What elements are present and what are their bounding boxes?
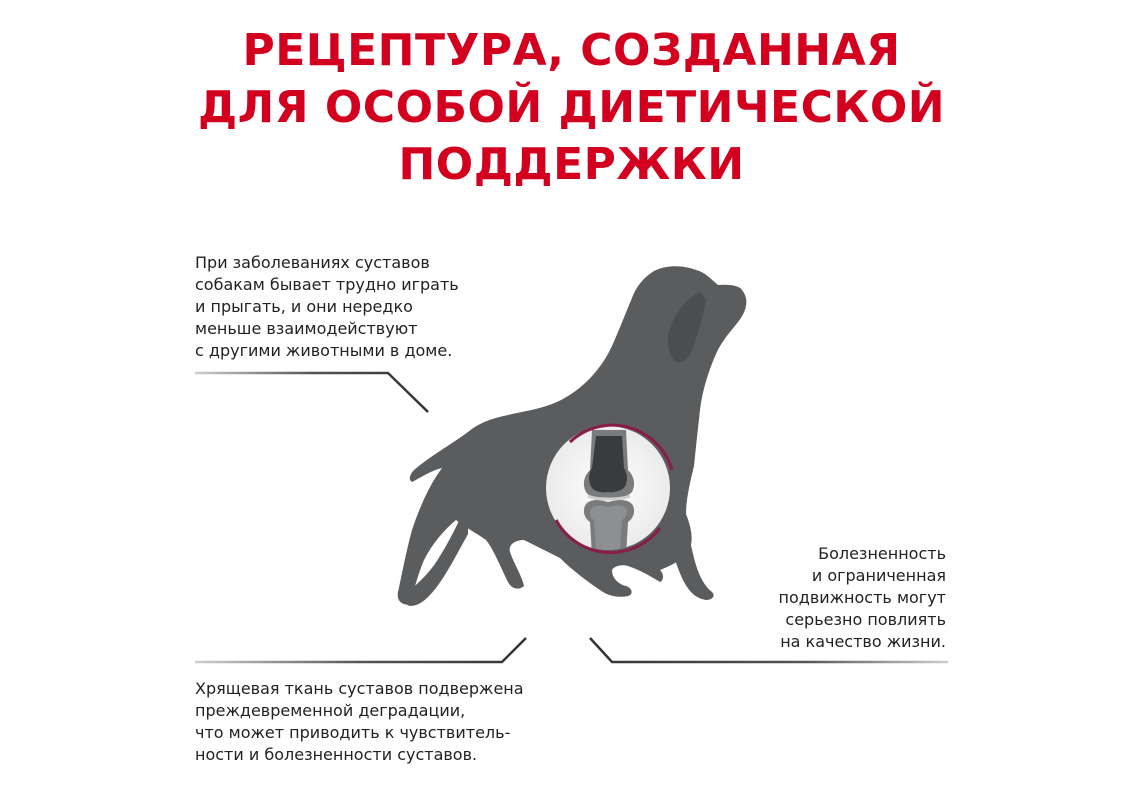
callout-left-line-1: При заболеваниях суставов <box>195 253 430 272</box>
callout-bottom-text <box>195 678 524 766</box>
callout-left-line-5: с другими животными в доме. <box>195 341 453 360</box>
callout-bottom-line-3: что может приводить к чувствитель- <box>195 723 511 742</box>
callout-bottom-line-4: ности и болезненности суставов. <box>195 745 478 764</box>
callout-right-text <box>779 543 947 653</box>
callout-line-left <box>195 373 428 412</box>
callout-right-line-2: и ограниченная <box>811 566 946 585</box>
callout-left-line-2: собакам бывает трудно играть <box>195 275 459 294</box>
callout-left-text <box>195 252 459 362</box>
title-line-3: ПОДДЕРЖКИ <box>398 139 745 190</box>
callout-line-bottom-left <box>195 638 526 662</box>
callout-right-line-5: на качество жизни. <box>780 632 946 651</box>
title-line-2: ДЛЯ ОСОБОЙ ДИЕТИЧЕСКОЙ <box>197 82 946 133</box>
callout-right-line-4: серьезно повлиять <box>785 610 946 629</box>
callout-bottom-line-2: преждевременной деградации, <box>195 701 466 720</box>
title-line-1: РЕЦЕПТУРА, СОЗДАННАЯ <box>242 25 901 76</box>
callout-left-line-4: меньше взаимодействуют <box>195 319 418 338</box>
callout-right-line-3: подвижность могут <box>778 588 946 607</box>
callout-left-line-3: и прыгать, и они нередко <box>195 297 413 316</box>
callout-bottom-line-1: Хрящевая ткань суставов подвержена <box>195 679 524 698</box>
callout-right-line-1: Болезненность <box>818 544 946 563</box>
